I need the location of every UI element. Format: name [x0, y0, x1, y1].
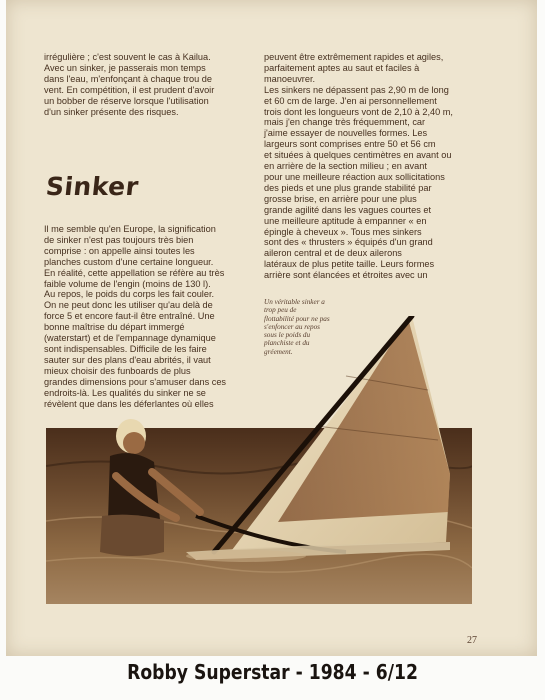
text-line: pour une meilleure réaction aux sollicitations [264, 171, 445, 182]
text-line: Les sinkers ne dépassent pas 2,90 m de long [264, 84, 449, 95]
text-line: vent. En compétition, il est prudent d'avoir [44, 84, 215, 95]
text-line: latéraux de plus petite taille. Leurs formes [264, 259, 435, 270]
text-line: irrégulière ; c'est souvent le cas à Kailua. [44, 52, 211, 62]
caption-line: planchiste et du [264, 339, 310, 348]
text-line: en arrière de la section milieu ; en avant [264, 161, 427, 172]
text-line: En réalité, cette appellation se réfère au très [44, 267, 225, 278]
text-line: Avec un sinker, je passerais mon temps [44, 62, 206, 73]
text-line: une meilleure aptitude à empanner « en [264, 215, 427, 226]
text-line: de sinker n'est pas toujours très bien [44, 234, 194, 245]
text-line: grosse brise, en arrière pour une plus [264, 193, 417, 204]
text-line: faible volume de l'engin (moins de 130 l). [44, 278, 211, 289]
page-number: 27 [467, 635, 477, 646]
caption-line: Un véritable sinker a [264, 298, 325, 306]
text-line: sont des « thrusters » équipés d'un grand [264, 237, 433, 248]
text-line: trois dont les longueurs vont de 2,10 à 2,40 m, [264, 106, 453, 117]
windsurf-photo [46, 316, 472, 604]
caption-line: flottabilité pour ne pas [264, 314, 330, 323]
text-line: grande agilité dans les vagues courtes et [264, 204, 432, 215]
text-line: Au repos, le poids du corps les fait couler. [44, 289, 215, 300]
caption-line: gréement. [264, 347, 293, 356]
text-line: mais j'en change très fréquemment, car [264, 117, 426, 128]
text-line: Il me semble qu'en Europe, la signification [44, 224, 216, 234]
text-line: parfaitement aptes au saut et faciles à [264, 62, 420, 73]
text-line: On ne peut donc les utiliser qu'au delà de [44, 300, 213, 311]
text-line: sauter sur des plans d'eau abrités, il vaut [44, 354, 211, 365]
text-line: révèlent que dans les déferlantes où elles [44, 398, 214, 409]
text-line: des pieds et une plus grande stabilité par [264, 182, 432, 193]
text-line: dans l'eau, m'enfonçant à chaque trou de [44, 73, 212, 84]
text-line: force 5 et encore faut-il être entraîné. Une [44, 311, 215, 322]
text-line: et situées à quelques centimètres en avant ou [264, 150, 452, 161]
text-line: aileron central et de deux ailerons [264, 248, 402, 259]
text-line: arrière sont élancées et étroites avec un [264, 270, 428, 281]
text-line: planches custom d'une certaine longueur. [44, 256, 214, 267]
text-line: manoeuvrer. [264, 73, 316, 84]
text-line: (waterstart) et de l'empannage dynamique [44, 333, 216, 344]
text-line: mieux choisir des funboards de plus [44, 365, 191, 376]
text-line: peuvent être extrêmement rapides et agiles, [264, 52, 444, 62]
section-heading: Sinker [44, 172, 141, 201]
text-line: j'aime essayer de nouvelles formes. Les [264, 128, 428, 139]
water-splash [186, 550, 306, 562]
caption-line: s'enfoncer au repos [264, 322, 320, 331]
text-line: largeurs sont comprises entre 50 et 56 cm [264, 139, 436, 150]
caption-line: trop peu de [264, 306, 297, 315]
text-line: sont indispensables. Difficile de les faire [44, 343, 207, 354]
text-line: un bobber de réserve lorsque l'utilisation [44, 95, 209, 106]
text-column-right [264, 52, 453, 281]
text-line: d'un sinker présente des risques. [44, 106, 179, 117]
text-line: endroits-là. Les qualités du sinker ne se [44, 387, 206, 398]
text-line: épingle à cheveux ». Tous mes sinkers [264, 226, 422, 237]
magazine-page [6, 0, 537, 656]
text-column-left-top [44, 52, 214, 117]
text-line: et 60 cm de large. J'en ai personnellement [264, 95, 437, 106]
footer-caption: Robby Superstar - 1984 - 6/12 [127, 660, 418, 684]
caption-line: sous le poids du [264, 331, 311, 340]
text-line: bonne maîtrise du départ immergé [44, 322, 185, 333]
photo-caption [264, 298, 330, 356]
text-line: comprise : on appelle ainsi toutes les [44, 245, 195, 256]
text-line: grandes dimensions pour s'amuser dans ces [44, 376, 227, 387]
